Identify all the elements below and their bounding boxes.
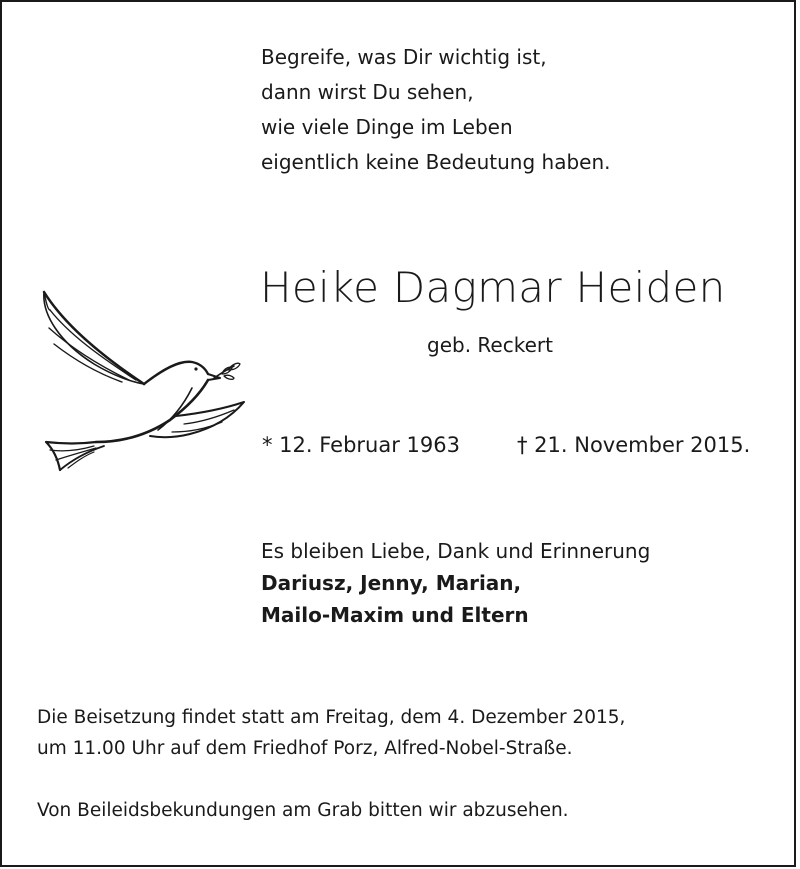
dove-with-olive-branch-icon xyxy=(24,284,256,480)
mourners-section xyxy=(261,535,650,631)
maiden-name: geb. Reckert xyxy=(427,333,553,357)
funeral-info xyxy=(37,702,625,764)
poem-line: wie viele Dinge im Leben xyxy=(261,115,513,139)
funeral-info-line: Die Beisetzung findet statt am Freitag, dem 4. Dezember 2015, xyxy=(37,707,626,728)
poem-line: dann wirst Du sehen, xyxy=(261,80,474,104)
death-date: † 21. November 2015. xyxy=(517,433,751,457)
poem-line: Begreife, was Dir wichtig ist, xyxy=(261,45,547,69)
condolence-note: Von Beileidsbekundungen am Grab bitten wir abzusehen. xyxy=(37,800,569,821)
mourners-names: Mailo-Maxim und Eltern xyxy=(261,603,529,627)
closing-intro: Es bleiben Liebe, Dank und Erinnerung xyxy=(261,539,651,563)
mourners-names: Dariusz, Jenny, Marian, xyxy=(261,571,522,595)
poem-line: eigentlich keine Bedeutung haben. xyxy=(261,150,611,174)
funeral-info-line: um 11.00 Uhr auf dem Friedhof Porz, Alfred-Nobel-Straße. xyxy=(37,738,573,759)
birth-date: * 12. Februar 1963 xyxy=(262,433,460,457)
poem xyxy=(261,40,611,180)
deceased-name: Heike Dagmar Heiden xyxy=(260,263,726,312)
